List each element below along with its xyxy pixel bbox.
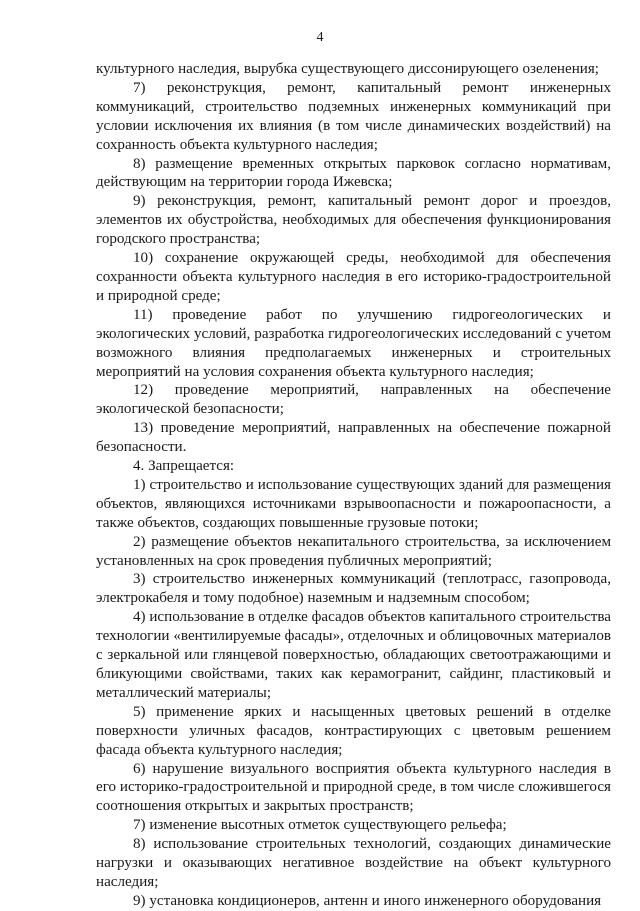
paragraph: 2) размещение объектов некапитального строительства, за исключением установленных на срок проведения публичных мероприятий; bbox=[96, 533, 611, 569]
paragraph: 7) изменение высотных отметок существующего рельефа; bbox=[133, 817, 507, 834]
paragraph: 4) использование в отделке фасадов объектов капитального строительства технологии «вентилируемые фасады», отделочных и облицовочных материалов с зеркальной или глянцевой поверхностью, обладающих светоотражающими и бликующими свойствами, таких как керамогранит, сайдинг, пластиковый и металлический материалы; bbox=[96, 609, 611, 701]
paragraph: 10) сохранение окружающей среды, необходимой для обеспечения сохранности объекта культурного наследия в его историко-градостроительной и природной среде; bbox=[96, 250, 611, 304]
section-heading: 4. Запрещается: bbox=[133, 458, 235, 475]
paragraph: 8) размещение временных открытых парковок согласно нормативам, действующим на территории города Ижевска; bbox=[96, 155, 611, 191]
paragraph: 5) применение ярких и насыщенных цветовых решений в отделке поверхности уличных фасадов, контрастирующих с цветовым решением фасада объекта культурного наследия; bbox=[96, 703, 611, 758]
paragraph: культурного наследия, вырубка существующего диссонирующего озеленения; bbox=[96, 61, 599, 77]
paragraph: 6) нарушение визуального восприятия объекта культурного наследия в его историко-градостроительной и природной среде, в том числе сложившегося соотношения открытых и закрытых пространств; bbox=[96, 760, 611, 815]
document-body bbox=[96, 60, 611, 911]
paragraph: 13) проведение мероприятий, направленных на обеспечение пожарной безопасности. bbox=[96, 420, 611, 456]
paragraph: 8) использование строительных технологий, создающих динамические нагрузки и оказывающих негативное воздействие на объект культурного наследия; bbox=[96, 836, 611, 890]
paragraph: 3) строительство инженерных коммуникаций (теплотрасс, газопровода, электрокабеля и тому подобное) наземным и надземным способом; bbox=[96, 571, 611, 607]
paragraph: 9) установка кондиционеров, антенн и иного инженерного оборудования bbox=[133, 892, 602, 909]
paragraph: 12) проведение мероприятий, направленных на обеспечение экологической безопасности; bbox=[96, 382, 611, 418]
page-number: 4 bbox=[316, 30, 324, 45]
paragraph: 9) реконструкция, ремонт, капитальный ремонт дорог и проездов, элементов их обустройства, необходимых для обеспечения функционирования городского пространства; bbox=[96, 193, 611, 248]
paragraph: 11) проведение работ по улучшению гидрогеологических и экологических условий, разработка гидрогеологических исследований с учетом возможного влияния предполагаемых инженерных и строительных мероприятий на условия сохранения объекта культурного наследия; bbox=[96, 306, 611, 380]
paragraph: 1) строительство и использование существующих зданий для размещения объектов, являющихся источниками взрывоопасности и пожароопасности, а также объектов, создающих повышенные грузовые потоки; bbox=[96, 476, 611, 531]
paragraph: 7) реконструкция, ремонт, капитальный ремонт инженерных коммуникаций, строительство подземных инженерных коммуникаций при условии исключения их влияния (в том числе динамических воздействий) на сохранность объекта культурного наследия; bbox=[96, 79, 611, 153]
